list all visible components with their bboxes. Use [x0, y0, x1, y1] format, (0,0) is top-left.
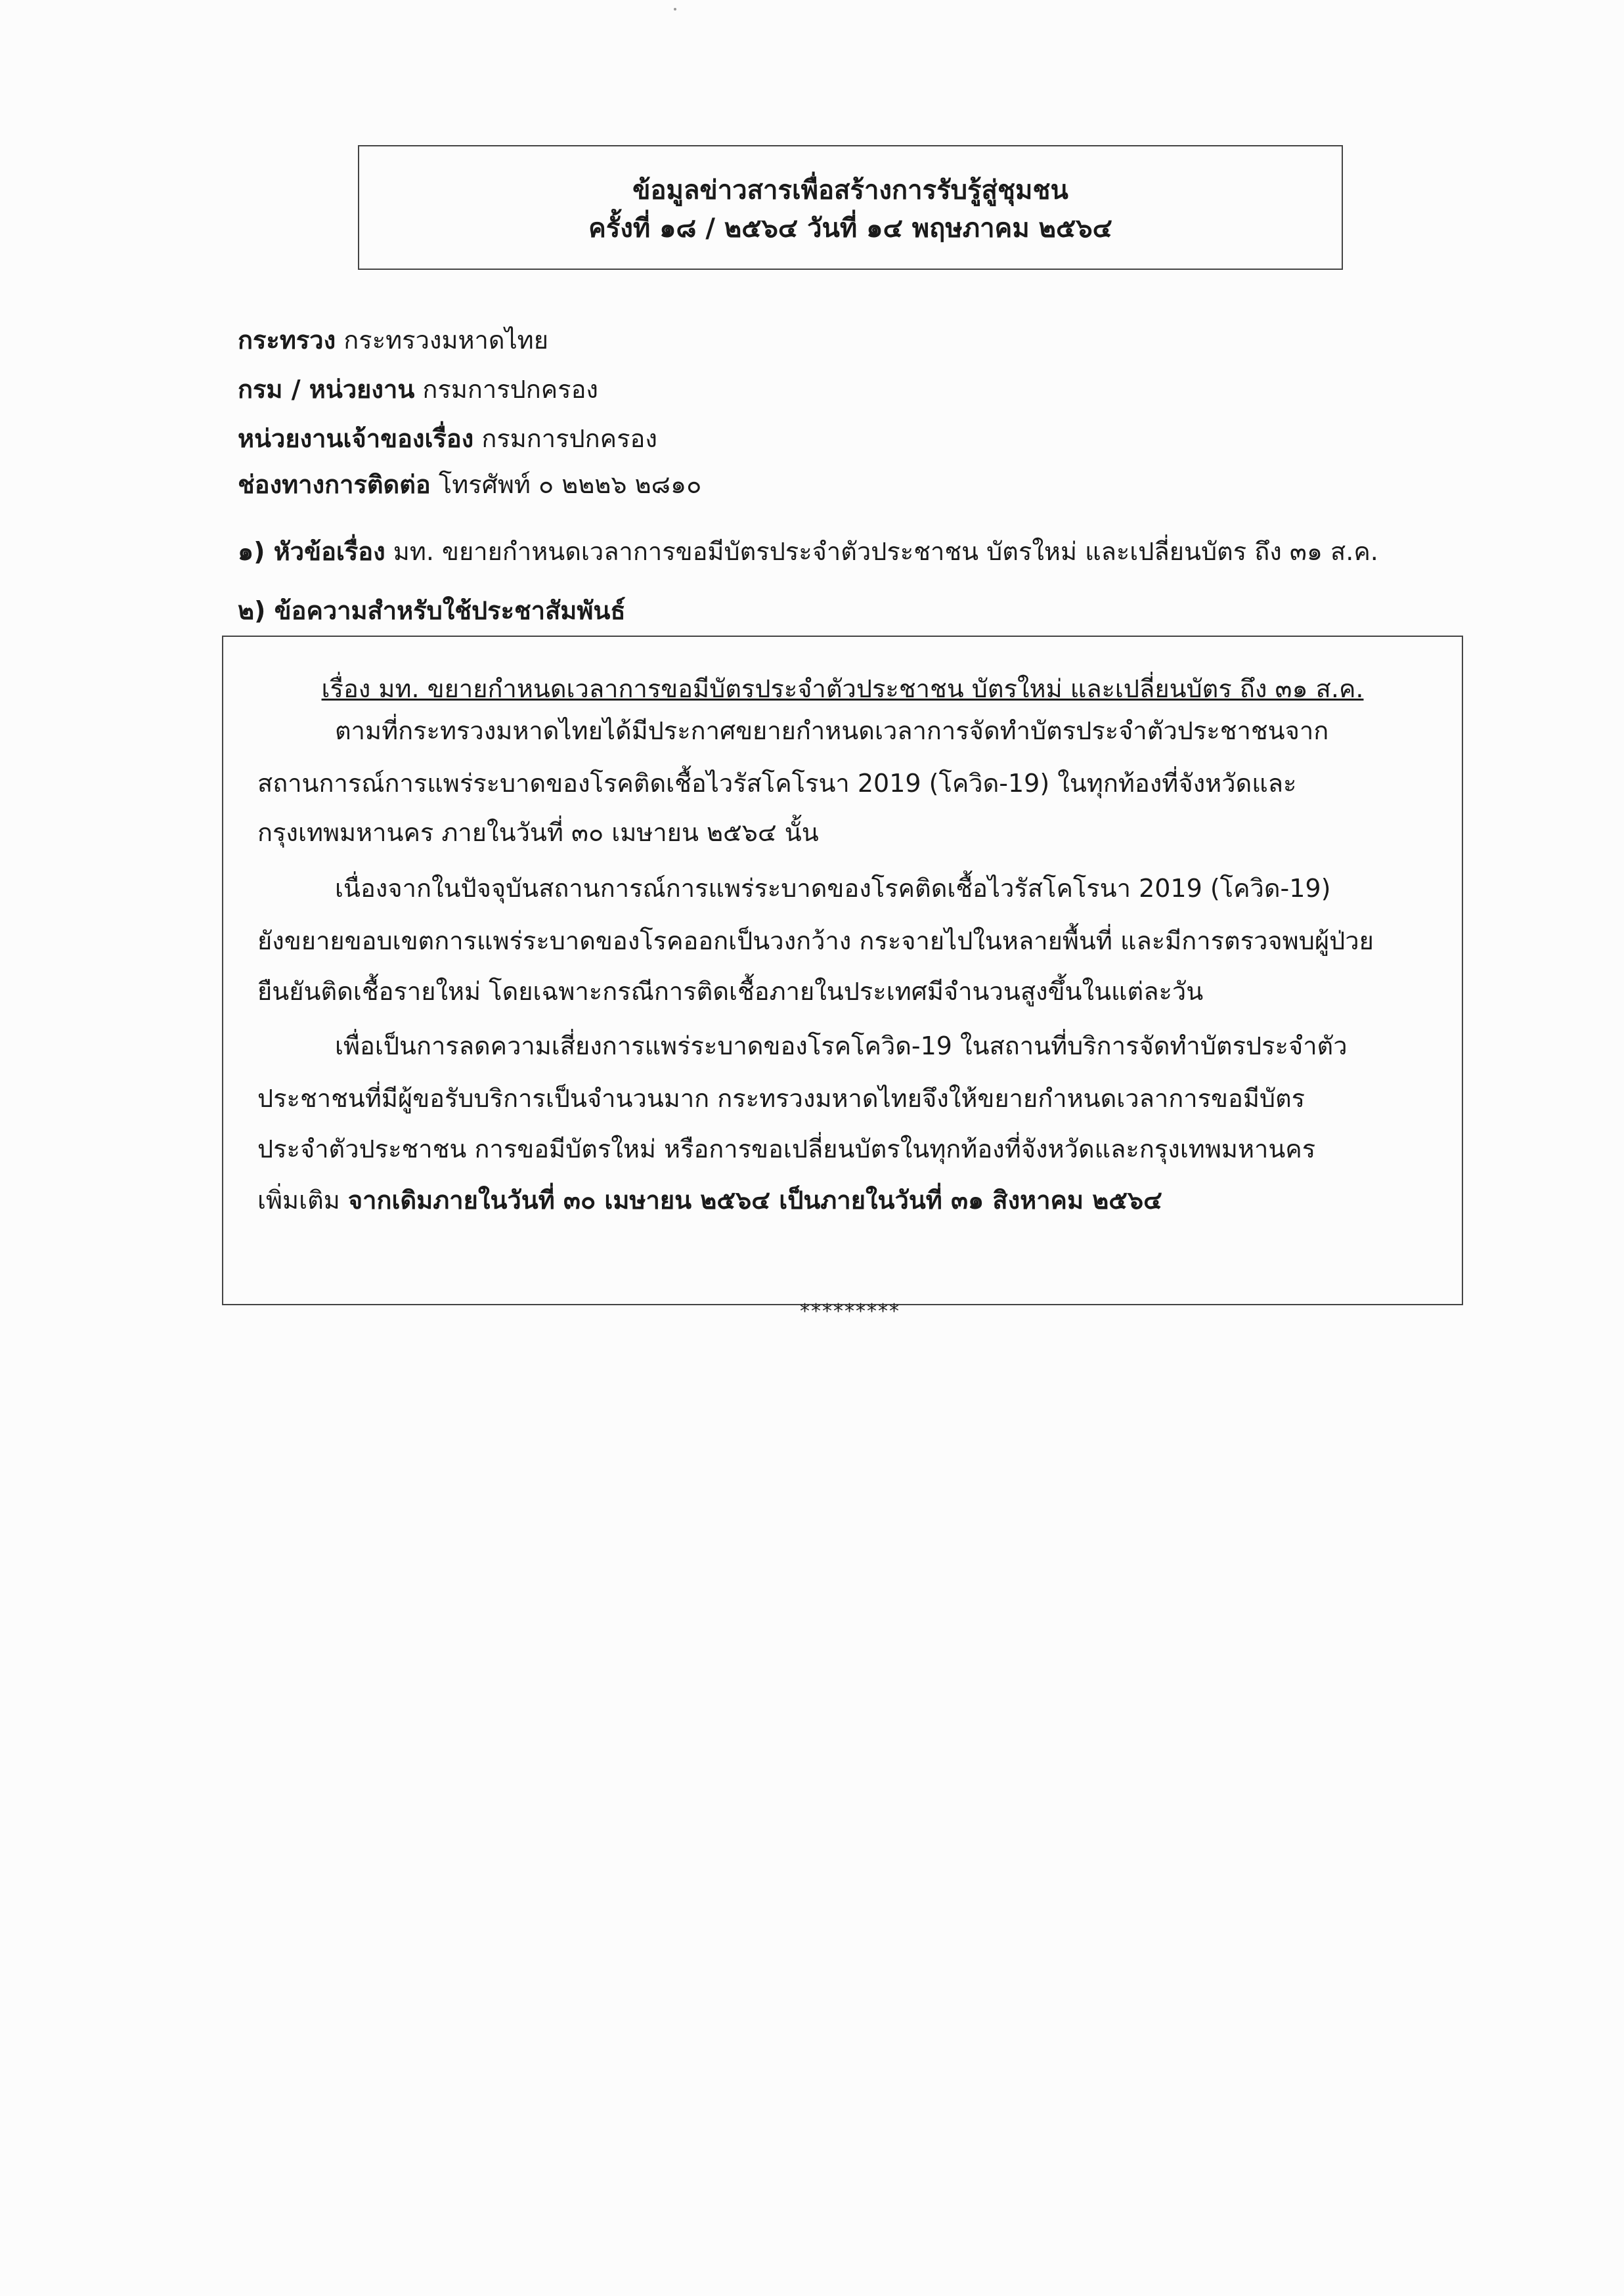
box-title: เรื่อง มท. ขยายกำหนดเวลาการขอมีบัตรประจำตัวประชาชน บัตรใหม่ และเปลี่ยนบัตร ถึง ๓๑ ส.ค. [321, 674, 1364, 703]
header-subtitle: ครั้งที่ ๑๘ / ๒๕๖๔ วันที่ ๑๔ พฤษภาคม ๒๕๖๔ [588, 213, 1112, 244]
paragraph-2-line-3: ยืนยันติดเชื้อรายใหม่ โดยเฉพาะกรณีการติดเชื้อภายในประเทศมีจำนวนสูงขึ้นในแต่ละวัน [257, 977, 1204, 1006]
scan-speck [674, 8, 676, 11]
header-box [358, 145, 1343, 270]
contact-value: โทรศัพท์ ๐ ๒๒๒๖ ๒๘๑๐ [438, 470, 702, 499]
ministry-row [238, 322, 548, 358]
header-title: ข้อมูลข่าวสารเพื่อสร้างการรับรู้สู่ชุมชน [632, 175, 1068, 206]
topic-row [238, 533, 1378, 570]
topic-value: มท. ขยายกำหนดเวลาการขอมีบัตรประจำตัวประชาชน บัตรใหม่ และเปลี่ยนบัตร ถึง ๓๑ ส.ค. [393, 537, 1378, 566]
paragraph-1-line-3: กรุงเทพมหานคร ภายในวันที่ ๓๐ เมษายน ๒๕๖๔ นั้น [257, 818, 819, 847]
paragraph-3-line-4 [257, 1182, 1162, 1219]
paragraph-3-line-3: ประจำตัวประชาชน การขอมีบัตรใหม่ หรือการขอเปลี่ยนบัตรในทุกท้องที่จังหวัดและกรุงเทพมหานคร [257, 1135, 1316, 1163]
owner-value: กรมการปกครอง [481, 424, 657, 453]
pr-section-label: ๒) ข้อความสำหรับใช้ประชาสัมพันธ์ [238, 596, 626, 625]
ministry-value: กระทรวงมหาดไทย [343, 326, 548, 355]
paragraph-2-line-2: ยังขยายขอบเขตการแพร่ระบาดของโรคออกเป็นวงกว้าง กระจายไปในหลายพื้นที่ และมีการตรวจพบผู้ป่วย [257, 926, 1374, 955]
department-row [238, 371, 598, 408]
paragraph-3-line-2: ประชาชนที่มีผู้ขอรับบริการเป็นจำนวนมาก กระทรวงมหาดไทยจึงให้ขยายกำหนดเวลาการขอมีบัตร [257, 1084, 1306, 1113]
contact-label: ช่องทางการติดต่อ [238, 470, 431, 499]
pr-section-row [238, 592, 626, 629]
contact-row [238, 466, 701, 503]
paragraph-2-line-1: เนื่องจากในปัจจุบันสถานการณ์การแพร่ระบาดของโรคติดเชื้อไวรัสโคโรนา 2019 (โควิด-19) [335, 874, 1331, 903]
owner-label: หน่วยงานเจ้าของเรื่อง [238, 424, 474, 453]
paragraph-1-line-2: สถานการณ์การแพร่ระบาดของโรคติดเชื้อไวรัสโคโรนา 2019 (โควิด-19) ในทุกท้องที่จังหวัดและ [257, 769, 1297, 798]
paragraph-3-line-4-bold: จากเดิมภายในวันที่ ๓๐ เมษายน ๒๕๖๔ เป็นภายในวันที่ ๓๑ สิงหาคม ๒๕๖๔ [347, 1186, 1162, 1215]
pr-message-box [222, 636, 1463, 1305]
paragraph-1-line-1: ตามที่กระทรวงมหาดไทยได้มีประกาศขยายกำหนดเวลาการจัดทำบัตรประจำตัวประชาชนจาก [335, 716, 1329, 745]
department-value: กรมการปกครอง [422, 375, 598, 404]
paragraph-3-line-1: เพื่อเป็นการลดความเสี่ยงการแพร่ระบาดของโรคโควิด-19 ในสถานที่บริการจัดทำบัตรประจำตัว [335, 1031, 1348, 1060]
ministry-label: กระทรวง [238, 326, 336, 355]
department-label: กรม / หน่วยงาน [238, 375, 415, 404]
end-marker: ********* [800, 1300, 900, 1323]
paragraph-3-line-4-plain: เพิ่มเติม [257, 1186, 340, 1215]
owner-row [238, 420, 657, 457]
topic-label: ๑) หัวข้อเรื่อง [238, 537, 385, 566]
